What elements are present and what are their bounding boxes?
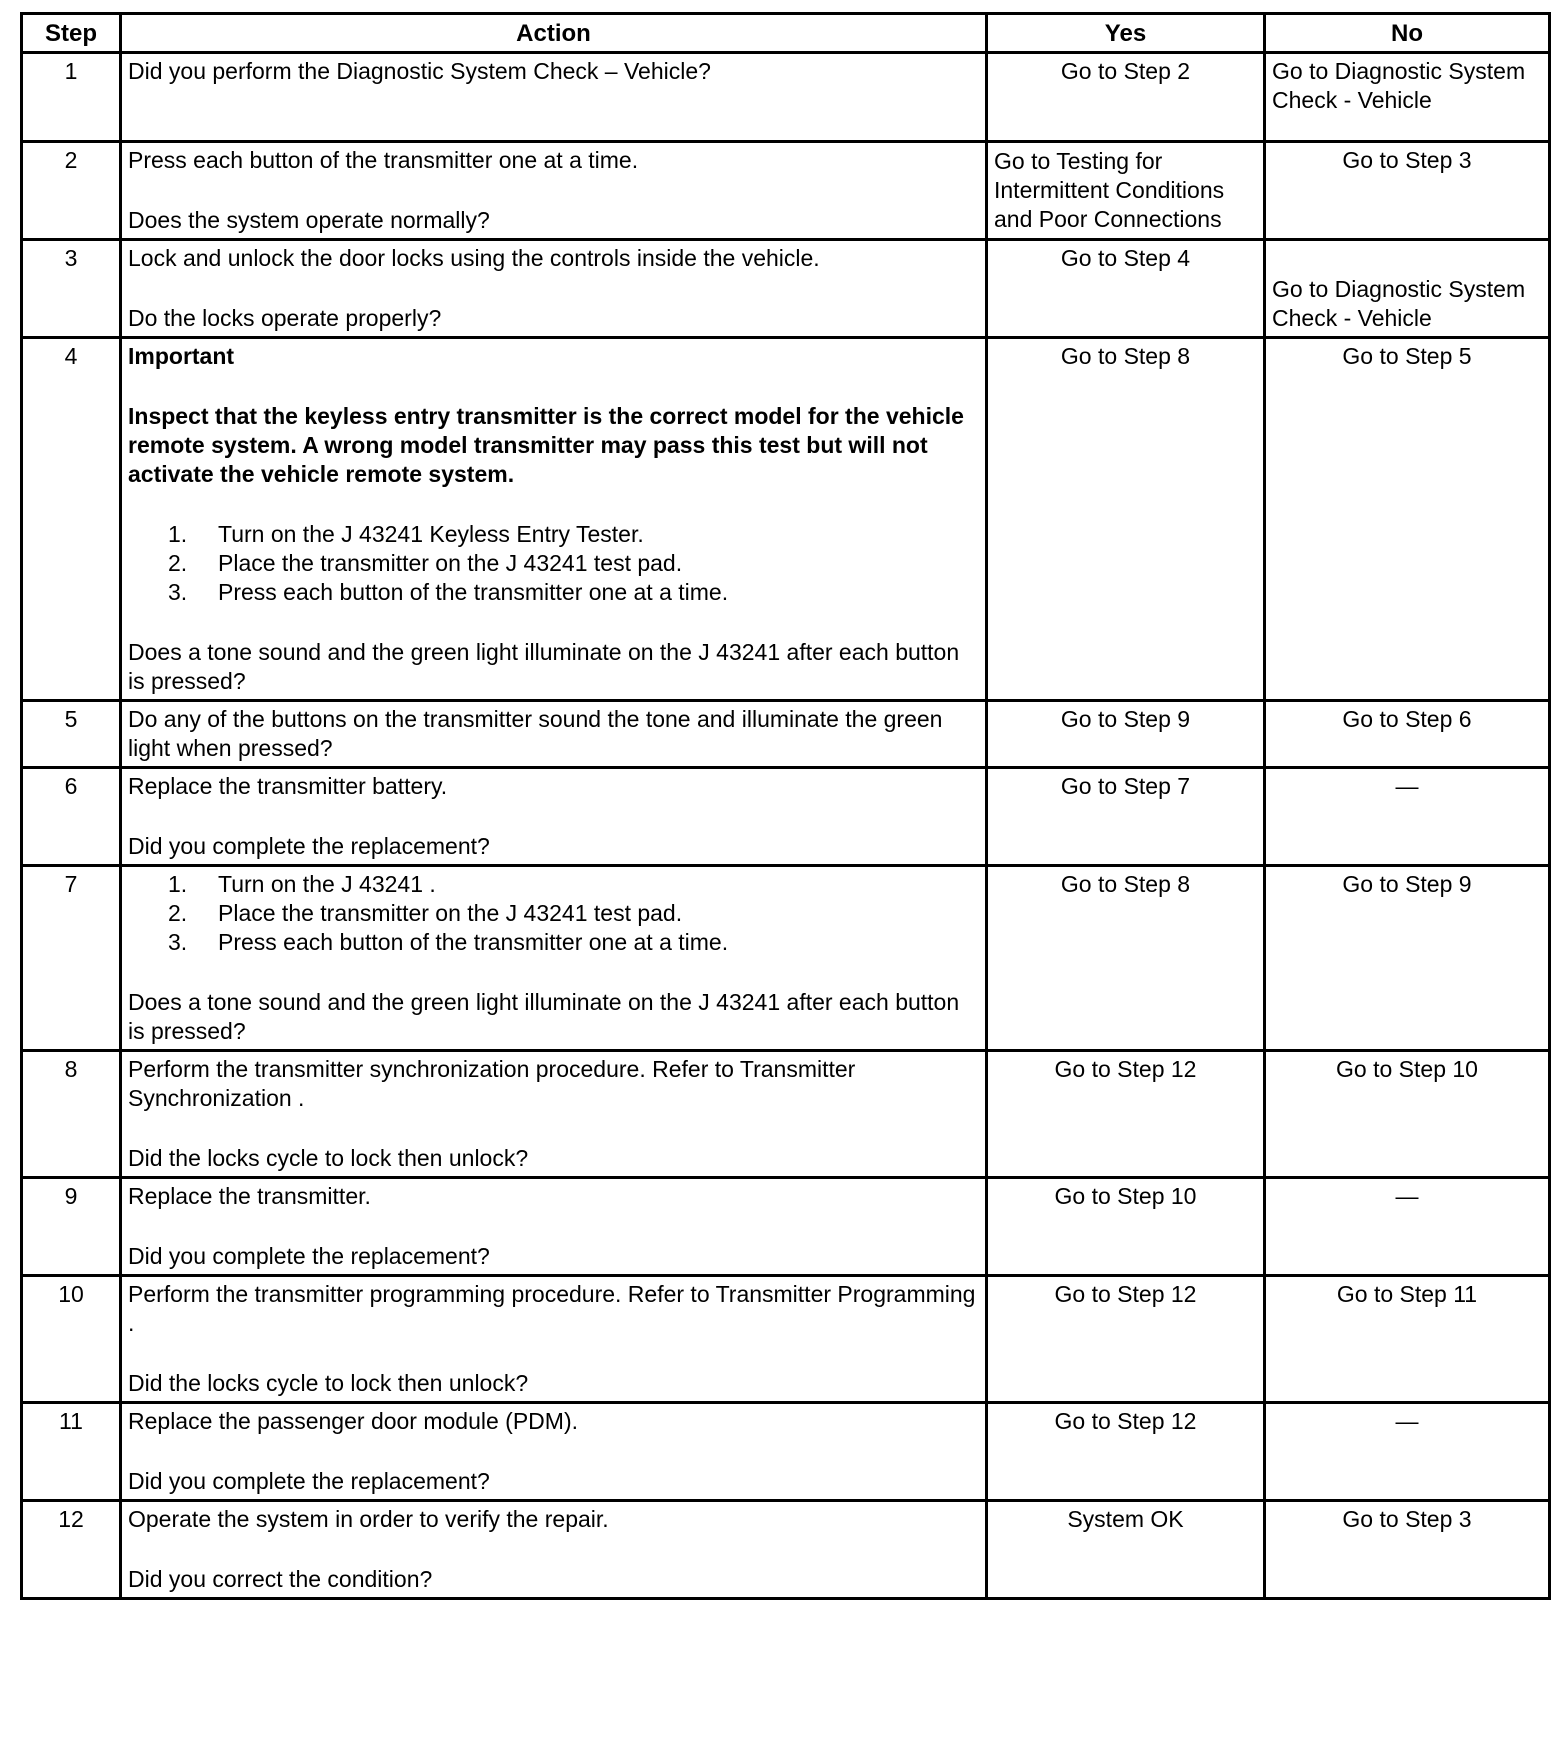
step-number: 10 — [22, 1276, 121, 1403]
list-text: Place the transmitter on the J 43241 test pad. — [218, 550, 683, 576]
important-title: Important — [128, 343, 235, 369]
action-cell — [121, 338, 987, 701]
action-question: Did you complete the replacement? — [128, 833, 490, 859]
table-row — [22, 53, 1550, 142]
list-number: 2. — [168, 900, 188, 926]
list-text: Turn on the J 43241 Keyless Entry Tester. — [218, 521, 644, 547]
action-cell — [121, 701, 987, 768]
spacer — [128, 957, 979, 988]
spacer — [128, 1436, 979, 1467]
list-text: Place the transmitter on the J 43241 test pad. — [218, 900, 683, 926]
list-number: 1. — [168, 871, 188, 897]
yes-cell: Go to Step 9 — [987, 701, 1265, 768]
action-question: Does the system operate normally? — [128, 207, 490, 233]
list-item — [168, 578, 979, 607]
action-text: Do any of the buttons on the transmitter sound the tone and illuminate the green light when pressed? — [128, 706, 943, 761]
spacer — [128, 175, 979, 206]
step-number: 12 — [22, 1501, 121, 1599]
yes-cell: System OK — [987, 1501, 1265, 1599]
action-text: Perform the transmitter synchronization procedure. Refer to Transmitter Synchronization . — [128, 1056, 856, 1111]
list-item — [168, 928, 979, 957]
no-cell: — — [1265, 1403, 1550, 1501]
yes-cell: Go to Testing for Intermittent Conditions and Poor Connections — [987, 142, 1265, 240]
action-cell — [121, 240, 987, 338]
no-cell: Go to Step 6 — [1265, 701, 1550, 768]
action-question: Did you correct the condition? — [128, 1566, 433, 1592]
action-text: Press each button of the transmitter one at a time. — [128, 147, 639, 173]
spacer — [128, 273, 979, 304]
action-cell — [121, 1403, 987, 1501]
header-no: No — [1265, 14, 1550, 53]
action-cell — [121, 53, 987, 142]
table-row — [22, 1276, 1550, 1403]
no-cell: Go to Step 3 — [1265, 142, 1550, 240]
yes-cell: Go to Step 2 — [987, 53, 1265, 142]
list-item — [168, 870, 979, 899]
step-number: 4 — [22, 338, 121, 701]
no-cell: Go to Diagnostic System Check - Vehicle — [1265, 240, 1550, 338]
action-text: Replace the transmitter battery. — [128, 773, 448, 799]
procedure-list — [128, 870, 979, 957]
header-action: Action — [121, 14, 987, 53]
list-number: 3. — [168, 929, 188, 955]
header-step: Step — [22, 14, 121, 53]
yes-cell: Go to Step 8 — [987, 338, 1265, 701]
action-question: Did you complete the replacement? — [128, 1243, 490, 1269]
action-text: Did you perform the Diagnostic System Check – Vehicle? — [128, 58, 711, 84]
step-number: 8 — [22, 1051, 121, 1178]
action-text: Lock and unlock the door locks using the controls inside the vehicle. — [128, 245, 820, 271]
procedure-list — [128, 520, 979, 607]
table-row — [22, 1178, 1550, 1276]
list-text: Press each button of the transmitter one at a time. — [218, 579, 729, 605]
yes-cell: Go to Step 12 — [987, 1051, 1265, 1178]
table-row — [22, 768, 1550, 866]
action-cell — [121, 1501, 987, 1599]
action-question: Does a tone sound and the green light illuminate on the J 43241 after each button is pressed? — [128, 989, 960, 1044]
list-number: 2. — [168, 550, 188, 576]
list-item — [168, 520, 979, 549]
yes-cell: Go to Step 8 — [987, 866, 1265, 1051]
action-cell — [121, 866, 987, 1051]
table-row — [22, 338, 1550, 701]
table-row — [22, 701, 1550, 768]
action-text: Perform the transmitter programming procedure. Refer to Transmitter Programming . — [128, 1281, 976, 1336]
yes-cell: Go to Step 12 — [987, 1276, 1265, 1403]
spacer — [128, 1338, 979, 1369]
table-row — [22, 240, 1550, 338]
no-cell: Go to Diagnostic System Check - Vehicle — [1265, 53, 1550, 142]
no-cell: — — [1265, 1178, 1550, 1276]
table-row — [22, 142, 1550, 240]
action-cell — [121, 768, 987, 866]
action-text: Replace the passenger door module (PDM). — [128, 1408, 579, 1434]
yes-cell: Go to Step 10 — [987, 1178, 1265, 1276]
action-text: Replace the transmitter. — [128, 1183, 371, 1209]
action-question: Did you complete the replacement? — [128, 1468, 490, 1494]
table-row — [22, 1501, 1550, 1599]
action-text: Operate the system in order to verify the repair. — [128, 1506, 609, 1532]
list-text: Press each button of the transmitter one at a time. — [218, 929, 729, 955]
no-cell: — — [1265, 768, 1550, 866]
header-row — [22, 14, 1550, 53]
step-number: 5 — [22, 701, 121, 768]
spacer — [128, 1113, 979, 1144]
list-number: 1. — [168, 521, 188, 547]
step-number: 11 — [22, 1403, 121, 1501]
spacer — [128, 371, 979, 402]
list-item — [168, 899, 979, 928]
spacer — [128, 801, 979, 832]
spacer — [128, 607, 979, 638]
step-number: 9 — [22, 1178, 121, 1276]
yes-cell: Go to Step 4 — [987, 240, 1265, 338]
list-number: 3. — [168, 579, 188, 605]
spacer — [128, 1211, 979, 1242]
header-yes: Yes — [987, 14, 1265, 53]
action-cell — [121, 142, 987, 240]
action-question: Did the locks cycle to lock then unlock? — [128, 1370, 529, 1396]
table-row — [22, 1403, 1550, 1501]
action-question: Did the locks cycle to lock then unlock? — [128, 1145, 529, 1171]
no-cell: Go to Step 9 — [1265, 866, 1550, 1051]
important-text: Inspect that the keyless entry transmitter is the correct model for the vehicle remote system. A wrong model transmitter may pass this test but will not activate the vehicle remote system. — [128, 403, 964, 487]
action-cell — [121, 1051, 987, 1178]
no-cell: Go to Step 10 — [1265, 1051, 1550, 1178]
table-row — [22, 1051, 1550, 1178]
yes-cell: Go to Step 12 — [987, 1403, 1265, 1501]
no-cell: Go to Step 11 — [1265, 1276, 1550, 1403]
action-cell — [121, 1276, 987, 1403]
spacer — [128, 489, 979, 520]
action-cell — [121, 1178, 987, 1276]
step-number: 7 — [22, 866, 121, 1051]
yes-cell: Go to Step 7 — [987, 768, 1265, 866]
table-row — [22, 866, 1550, 1051]
no-cell: Go to Step 5 — [1265, 338, 1550, 701]
list-item — [168, 549, 979, 578]
spacer — [128, 1534, 979, 1565]
step-number: 3 — [22, 240, 121, 338]
step-number: 6 — [22, 768, 121, 866]
step-number: 2 — [22, 142, 121, 240]
diagnostic-table — [20, 12, 1551, 1600]
step-number: 1 — [22, 53, 121, 142]
action-question: Do the locks operate properly? — [128, 305, 442, 331]
list-text: Turn on the J 43241 . — [218, 871, 436, 897]
action-question: Does a tone sound and the green light illuminate on the J 43241 after each button is pressed? — [128, 639, 960, 694]
no-cell: Go to Step 3 — [1265, 1501, 1550, 1599]
